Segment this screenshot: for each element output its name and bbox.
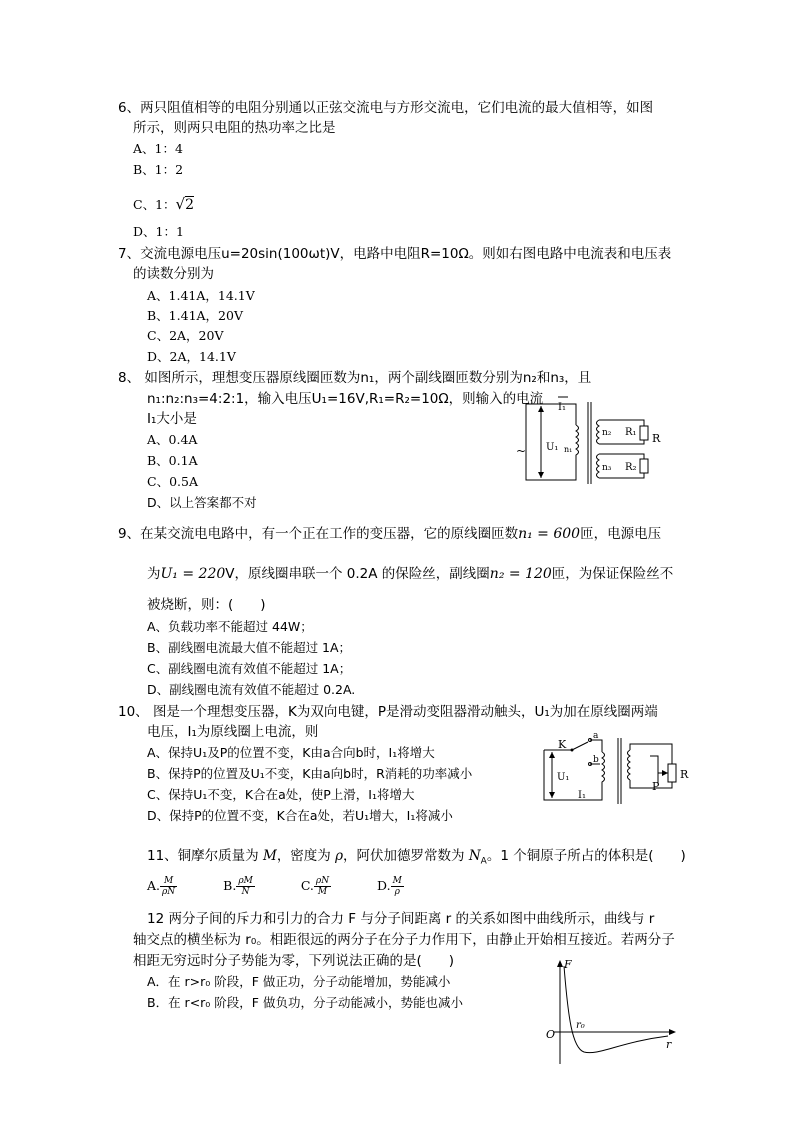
q9-stem-line1-pre: 9、在某交流电电路中，有一个正在工作的变压器，它的原线圈匝数: [118, 526, 519, 542]
q11-option-c: [300, 876, 331, 897]
q7-stem-line2: 的读数分别为: [133, 266, 214, 282]
q8-fig-R2: R₂: [625, 462, 637, 473]
q12-y-arrow: [557, 960, 563, 967]
q12-stem-line3: 相距无穷远时分子势能为零，下列说法正确的是( ): [133, 953, 455, 969]
q6-option-c: [133, 196, 194, 213]
q10-transformer-figure: [522, 728, 692, 812]
q11-stem-pre: 11、铜摩尔质量为: [147, 848, 263, 864]
q7-option-c: C、2A，20V: [147, 328, 224, 343]
q11-stem-mid2: ，阿伏加德罗常数为: [343, 848, 469, 864]
sqrt-symbol: √: [175, 195, 186, 213]
q12-option-a: A．在 r>r₀ 阶段，F 做正功，分子动能增加，势能减小: [147, 974, 451, 989]
q10-fig-I1: I₁: [578, 790, 586, 801]
q12-stem-line2: 轴交点的横坐标为 r₀。相距很远的两分子在分子力作用下，由静止开始相互接近。若两分子: [133, 932, 675, 948]
q11-option-d-num: M: [392, 876, 402, 886]
q9-option-d: D、副线圈电流有效值不能超过 0.2A.: [147, 682, 356, 697]
q11-rho: ρ: [335, 848, 344, 864]
q8-fig-U1: U₁: [546, 442, 559, 453]
q11-option-d-frac: [391, 876, 404, 897]
q9-option-b: B、副线圈电流最大值不能超过 1A；: [147, 640, 352, 655]
q11-option-a-num: M: [160, 876, 177, 887]
q12-stem-line1: 12 两分子间的斥力和引力的合力 F 与分子间距离 r 的关系如图中曲线所示，曲线与 r: [147, 911, 655, 927]
q6-option-c-text: C、1：: [133, 197, 176, 212]
q11-NA: N: [468, 848, 481, 864]
q12-fig-r: r: [666, 1038, 672, 1051]
q11-option-b-frac: [236, 876, 255, 897]
q7-option-a: A、1.41A，14.1V: [147, 288, 255, 303]
q12-option-b: B．在 r<r₀ 阶段，F 做负功，分子动能减小，势能也减小: [147, 995, 463, 1010]
q10-fig-R: R: [680, 768, 689, 781]
q12-force-curve-figure: [540, 956, 680, 1068]
q9-u1-eq: U₁ = 220: [160, 566, 226, 582]
q11-option-d-label: D.: [377, 878, 391, 893]
q11-option-c-frac: [314, 876, 331, 897]
q6-option-b: B、1：2: [133, 162, 184, 177]
q9-option-a: A、负载功率不能超过 44W；: [147, 619, 313, 634]
q11-option-a-frac: [160, 876, 177, 897]
q11-NA-sub: A: [480, 856, 487, 867]
q11-option-a: [147, 876, 177, 897]
q11-option-d: [377, 876, 404, 897]
q9-stem-line3: 被烧断，则：( ): [147, 597, 266, 613]
q11-option-c-den: M: [317, 887, 328, 897]
q12-fig-O: O: [546, 1028, 556, 1041]
q9-stem-line2-pre: 为: [147, 566, 161, 582]
q8-stem-line3: I₁大小是: [147, 411, 197, 427]
q8-option-d: D、以上答案都不对: [147, 495, 257, 510]
q10-fig-a: a: [593, 731, 599, 741]
q11-option-b-label: B.: [223, 878, 237, 893]
q11-options: [147, 872, 404, 900]
q10-stem-line1: 10、 图是一个理想变压器，K为双向电键，P是滑动变阻器滑动触头，U₁为加在原线圈两端: [118, 704, 658, 720]
q11-option-a-label: A.: [147, 878, 161, 893]
q10-option-b: B、保持P的位置及U₁不变，K由a向b时，R消耗的功率减小: [147, 766, 473, 781]
q8-fig-n3: n₃: [602, 463, 612, 473]
q8-stem-line1: 8、 如图所示，理想变压器原线圈匝数为n₁，两个副线圈匝数分别为n₂和n₃，且: [118, 370, 592, 386]
q9-n1-eq: n₁ = 600: [518, 526, 581, 542]
q6-option-a: A、1：4: [133, 141, 183, 156]
q10-option-c: C、保持U₁不变，K合在a处，使P上滑，I₁将增大: [147, 787, 415, 802]
q9-stem-line2-mid: V，原线圈串联一个 0.2A 的保险丝，副线圈: [225, 566, 490, 582]
q10-stem-line2: 电压，I₁为原线圈上电流，则: [147, 724, 319, 740]
q12-force-curve: [564, 966, 668, 1053]
q10-fig-K: K: [558, 738, 567, 751]
q11-stem: [147, 848, 686, 870]
q12-x-arrow: [669, 1029, 676, 1035]
q10-option-a: A、保持U₁及P的位置不变，K由a合向b时，I₁将增大: [147, 745, 435, 760]
q8-transformer-figure: [506, 392, 666, 492]
q9-stem-line2-post: 匝，为保证保险丝不: [551, 566, 674, 582]
q12-fig-r0: r₀: [576, 1020, 585, 1031]
q12-fig-F: F: [564, 958, 572, 971]
q9-n2-eq: n₂ = 120: [489, 566, 552, 582]
q6-option-d: D、1：1: [133, 224, 184, 239]
q8-option-b: B、0.1A: [147, 453, 198, 468]
q7-option-d: D、2A，14.1V: [147, 349, 236, 364]
q7-stem-line1: 7、交流电源电压u=20sin(100ωt)V，电路中电阻R=10Ω。则如右图电路中电流表和电压表: [118, 246, 672, 262]
q11-M: M: [262, 848, 277, 864]
q11-stem-post: 。1 个铜原子所占的体积是( ): [486, 848, 686, 864]
q8-fig-R: R: [652, 432, 661, 445]
q11-option-b-num: ρM: [238, 876, 253, 886]
q10-fig-P: P: [652, 780, 660, 793]
q6-stem-line2: 所示，则两只电阻的热功率之比是: [133, 120, 336, 136]
q11-option-c-num: ρN: [315, 876, 330, 886]
q11-option-d-den: ρ: [394, 887, 400, 897]
q11-stem-mid1: ，密度为: [276, 848, 336, 864]
q10-fig-U1: U₁: [557, 772, 570, 783]
q8-option-a: A、0.4A: [147, 432, 198, 447]
q11-option-b-den: N: [241, 887, 250, 897]
q9-stem-line2: [147, 563, 673, 585]
q8-fig-R1: R₁: [625, 427, 637, 438]
q8-fig-n2: n₂: [602, 428, 612, 438]
q10-option-d: D、保持P的位置不变，K合在a处，若U₁增大，I₁将减小: [147, 808, 453, 823]
q7-option-b: B、1.41A，20V: [147, 308, 243, 323]
q8-option-c: C、0.5A: [147, 474, 198, 489]
q11-option-a-den: ρN: [162, 887, 176, 897]
q6-option-c-sqrt: 2: [185, 197, 195, 213]
q8-stem-line2: n₁:n₂:n₃=4:2:1，输入电压U₁=16V,R₁=R₂=10Ω，则输入的电流: [147, 391, 544, 407]
q6-stem-line1: 6、两只阻值相等的电阻分别通以正弦交流电与方形交流电，它们电流的最大值相等，如图: [118, 100, 654, 116]
q8-fig-source: ~: [516, 444, 527, 458]
q9-option-c: C、副线圈电流有效值不能超过 1A；: [147, 661, 352, 676]
q9-stem-line1: [118, 523, 661, 545]
q10-fig-b: b: [593, 755, 599, 765]
q11-option-b: [223, 876, 255, 897]
q11-option-c-label: C.: [300, 878, 314, 893]
q8-fig-I1: I₁: [558, 402, 566, 413]
q9-stem-line1-post: 匝，电源电压: [580, 526, 662, 542]
q8-fig-n1: n₁: [564, 445, 573, 454]
